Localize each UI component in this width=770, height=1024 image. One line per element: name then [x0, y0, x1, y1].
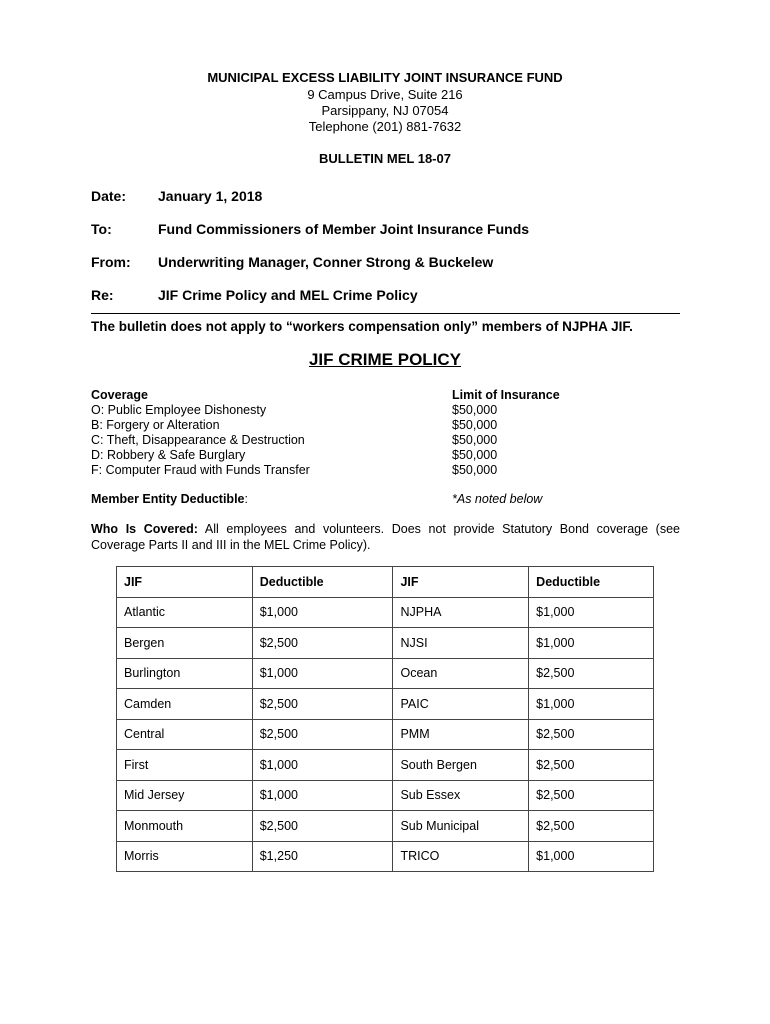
header-deductible: Deductible — [529, 567, 654, 598]
table-row — [117, 811, 654, 842]
bulletin-number: BULLETIN MEL 18-07 — [319, 151, 451, 166]
deductible-cell: $1,000 — [529, 689, 654, 720]
jif-name-cell: PAIC — [393, 689, 529, 720]
telephone: Telephone (201) 881-7632 — [308, 119, 462, 134]
coverage-item: B: Forgery or Alteration — [91, 418, 220, 432]
jif-name-cell: South Bergen — [393, 750, 529, 781]
deductible-cell: $1,000 — [252, 780, 393, 811]
from-value: Underwriting Manager, Conner Strong & Buckelew — [158, 254, 494, 270]
table-row — [117, 780, 654, 811]
deductible-cell: $1,000 — [252, 597, 393, 628]
header-jif: JIF — [393, 567, 529, 598]
address-line-1: 9 Campus Drive, Suite 216 — [307, 87, 463, 102]
coverage-list — [91, 388, 310, 478]
member-deductible-note: *As noted below — [452, 492, 543, 506]
table-row — [117, 750, 654, 781]
who-is-covered-text: All employees and volunteers. Does not provide Statutory Bond coverage (see Coverage Parts II and III in the MEL Crime Policy). — [91, 522, 680, 552]
deductible-cell: $2,500 — [252, 719, 393, 750]
table-row — [117, 628, 654, 659]
jif-name-cell: NJPHA — [393, 597, 529, 628]
jif-name-cell: Bergen — [117, 628, 253, 659]
limit-item: $50,000 — [452, 448, 498, 462]
coverage-item: F: Computer Fraud with Funds Transfer — [91, 463, 310, 477]
jif-name-cell: Camden — [117, 689, 253, 720]
jif-name-cell: Sub Essex — [393, 780, 529, 811]
jif-name-cell: Sub Municipal — [393, 811, 529, 842]
table-row — [117, 597, 654, 628]
jif-name-cell: NJSI — [393, 628, 529, 659]
header-jif: JIF — [117, 567, 253, 598]
deductible-cell: $2,500 — [529, 811, 654, 842]
coverage-item: C: Theft, Disappearance & Destruction — [91, 433, 305, 447]
deductible-table — [116, 566, 654, 872]
limit-list — [452, 388, 560, 478]
deductible-cell: $1,250 — [252, 841, 393, 872]
deductible-cell: $2,500 — [529, 780, 654, 811]
jif-name-cell: Morris — [117, 841, 253, 872]
deductible-cell: $2,500 — [529, 658, 654, 689]
limit-header: Limit of Insurance — [452, 388, 560, 402]
table-row — [117, 841, 654, 872]
header-deductible: Deductible — [252, 567, 393, 598]
table-row — [117, 658, 654, 689]
to-label: To: — [91, 221, 112, 237]
deductible-cell: $2,500 — [252, 689, 393, 720]
member-deductible-label-text: Member Entity Deductible — [91, 492, 245, 506]
jif-name-cell: Ocean — [393, 658, 529, 689]
deductible-cell: $1,000 — [529, 628, 654, 659]
table-row — [117, 689, 654, 720]
re-value: JIF Crime Policy and MEL Crime Policy — [158, 287, 418, 303]
divider — [91, 313, 680, 314]
deductible-cell: $1,000 — [252, 658, 393, 689]
deductible-cell: $1,000 — [252, 750, 393, 781]
table-row — [117, 719, 654, 750]
deductible-cell: $2,500 — [252, 628, 393, 659]
table-header-row — [117, 567, 654, 598]
to-value: Fund Commissioners of Member Joint Insurance Funds — [158, 221, 530, 237]
jif-name-cell: First — [117, 750, 253, 781]
jif-name-cell: Monmouth — [117, 811, 253, 842]
date-value: January 1, 2018 — [158, 188, 263, 204]
limit-item: $50,000 — [452, 433, 498, 447]
limit-item: $50,000 — [452, 418, 498, 432]
coverage-item: O: Public Employee Dishonesty — [91, 403, 267, 417]
from-label: From: — [91, 254, 131, 270]
limit-item: $50,000 — [452, 403, 498, 417]
jif-name-cell: PMM — [393, 719, 529, 750]
member-deductible-label — [91, 492, 248, 506]
coverage-header: Coverage — [91, 388, 148, 402]
who-is-covered — [91, 521, 680, 553]
deductible-cell: $2,500 — [529, 750, 654, 781]
deductible-cell: $2,500 — [252, 811, 393, 842]
member-deductible-colon: : — [244, 492, 248, 506]
coverage-item: D: Robbery & Safe Burglary — [91, 448, 246, 462]
limit-item: $50,000 — [452, 463, 498, 477]
jif-name-cell: Atlantic — [117, 597, 253, 628]
deductible-cell: $1,000 — [529, 597, 654, 628]
deductible-cell: $2,500 — [529, 719, 654, 750]
re-label: Re: — [91, 287, 114, 303]
who-is-covered-label: Who Is Covered: — [91, 522, 198, 536]
address-line-2: Parsippany, NJ 07054 — [321, 103, 449, 118]
jif-name-cell: Central — [117, 719, 253, 750]
date-label: Date: — [91, 188, 127, 204]
jif-name-cell: Burlington — [117, 658, 253, 689]
deductible-cell: $1,000 — [529, 841, 654, 872]
section-title — [0, 350, 770, 370]
section-title-text: JIF CRIME POLICY — [308, 350, 462, 369]
bulletin-notice: The bulletin does not apply to “workers compensation only” members of NJPHA JIF. — [91, 319, 633, 334]
jif-name-cell: TRICO — [393, 841, 529, 872]
fund-title: MUNICIPAL EXCESS LIABILITY JOINT INSURANCE FUND — [207, 70, 563, 85]
jif-name-cell: Mid Jersey — [117, 780, 253, 811]
